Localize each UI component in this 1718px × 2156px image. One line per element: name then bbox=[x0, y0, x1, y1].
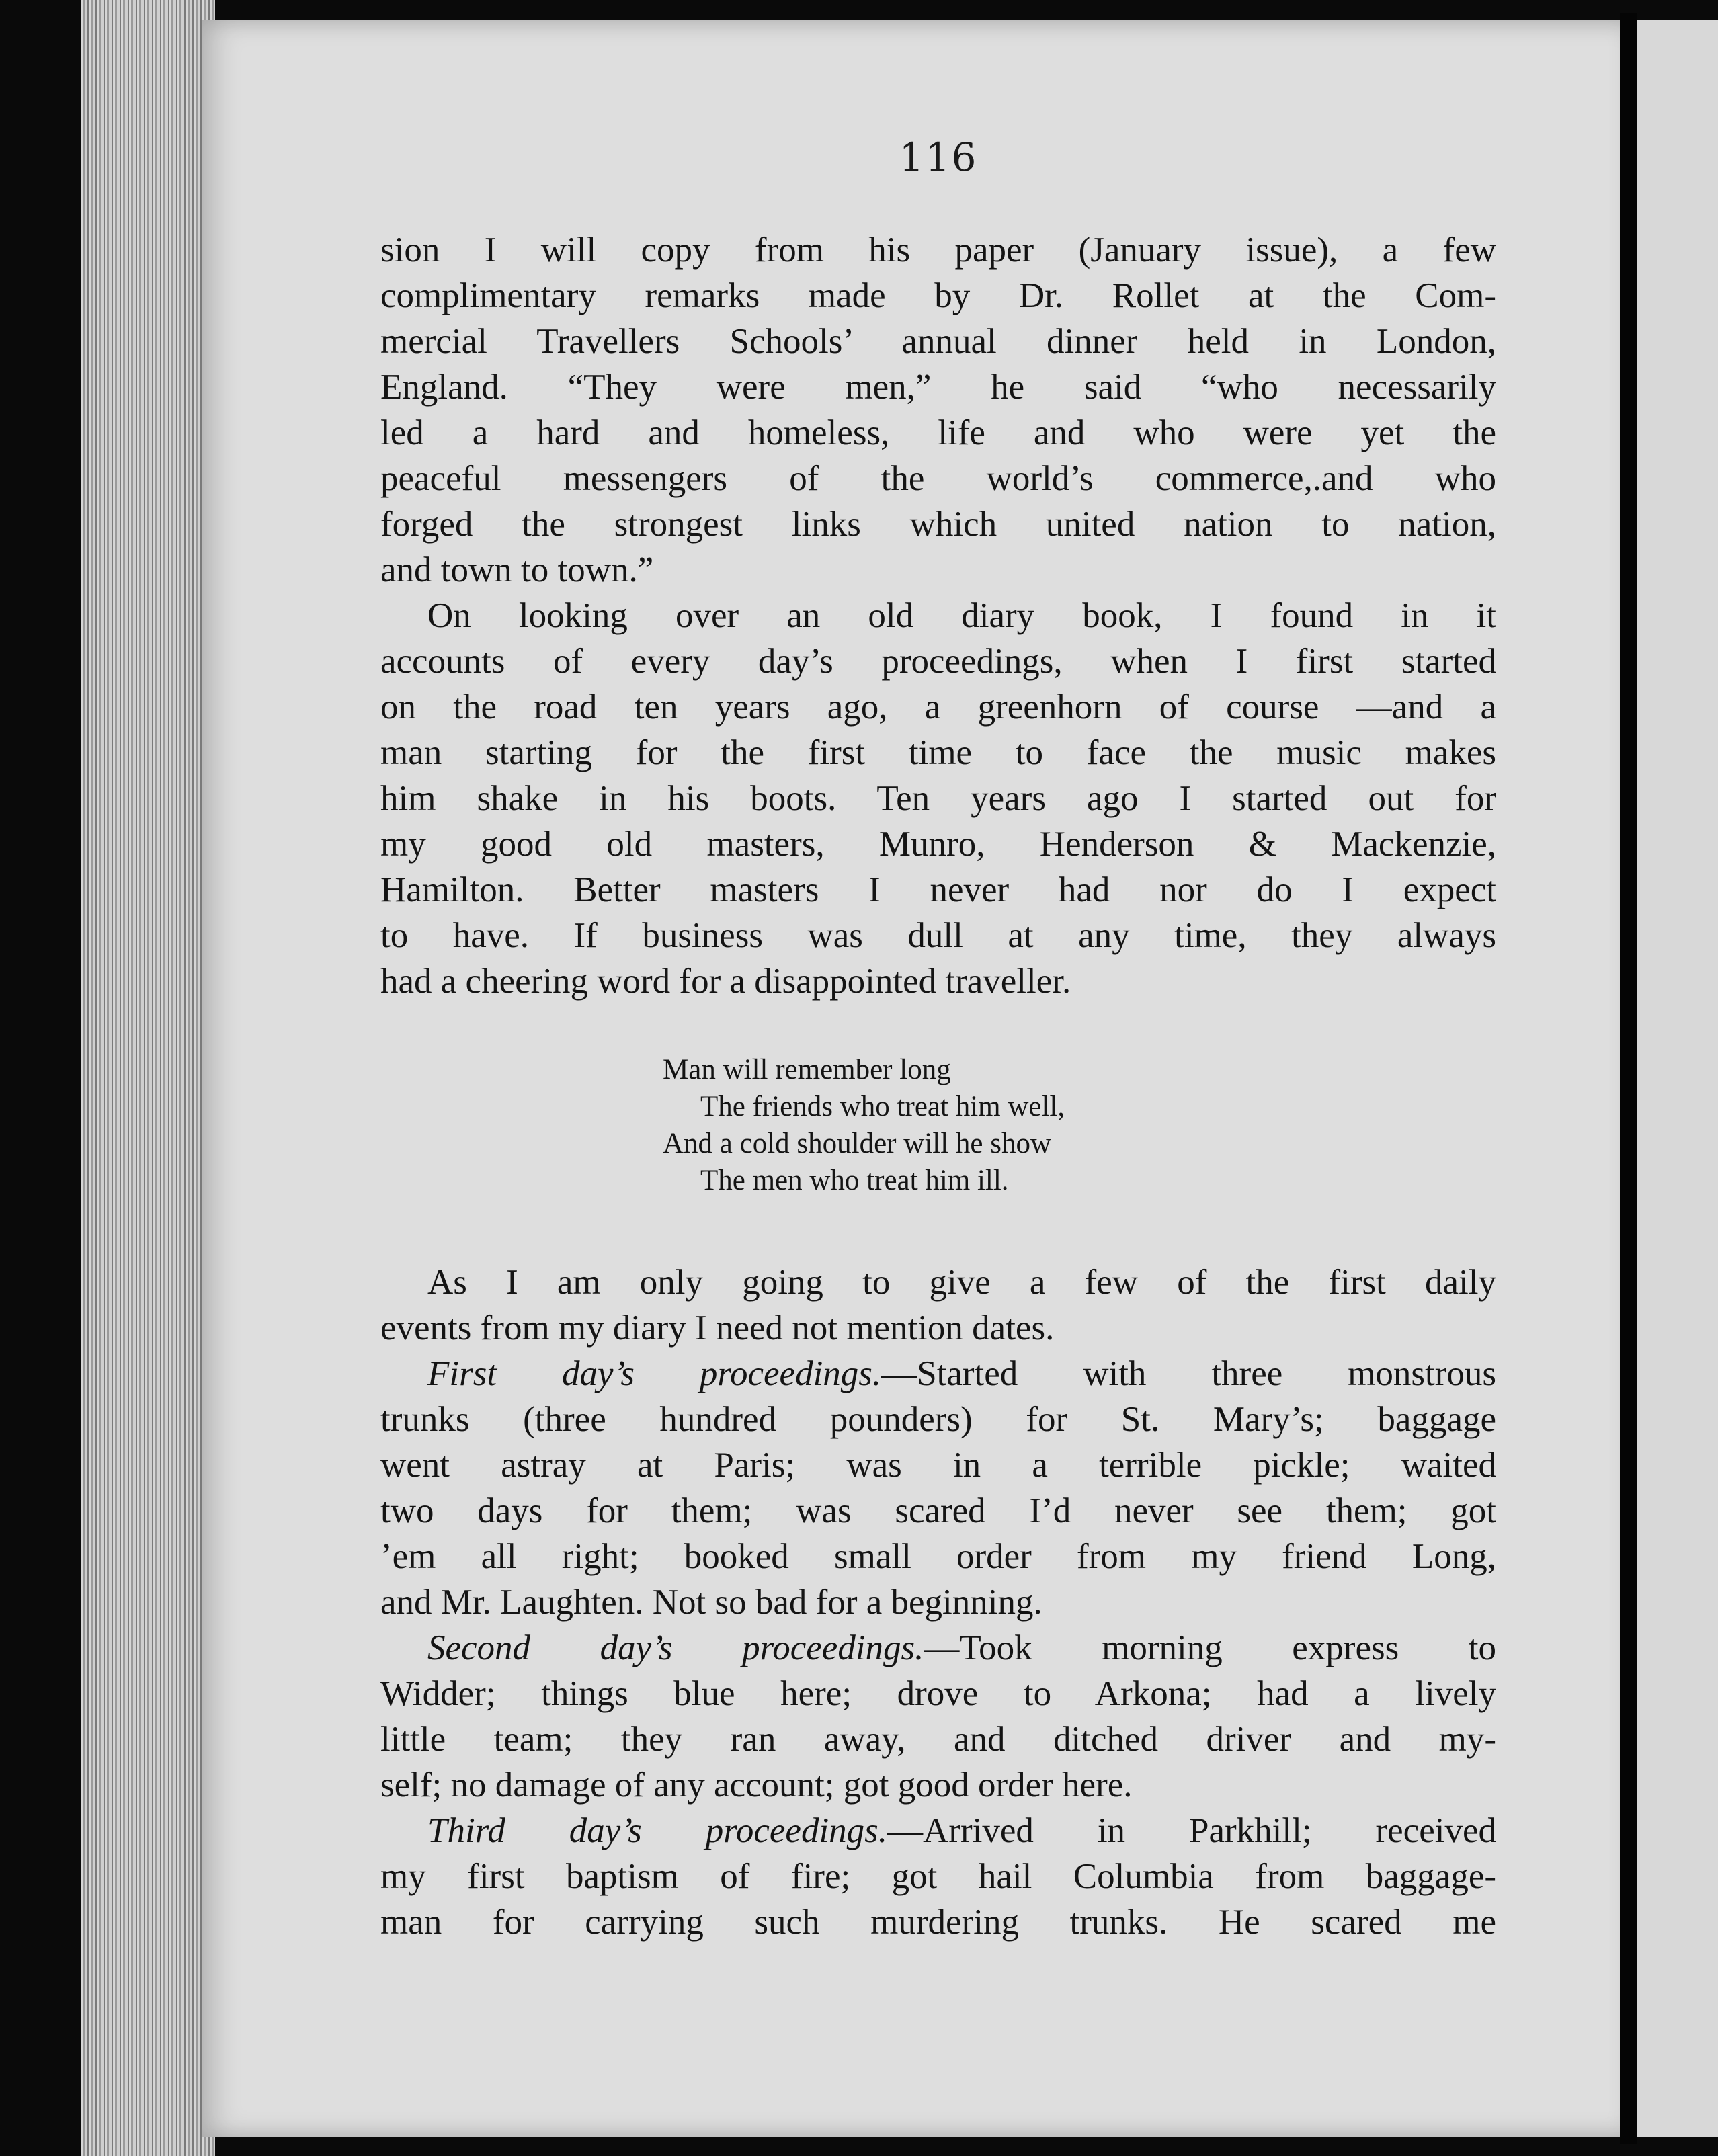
text-line: on the road ten years ago, a greenhorn of course —and a bbox=[380, 688, 1496, 727]
text-line: man starting for the first time to face the music makes bbox=[380, 733, 1496, 772]
text-line: Widder; things blue here; drove to Arkona; had a lively bbox=[380, 1674, 1496, 1713]
day-heading: First day’s proceedings. bbox=[427, 1354, 882, 1393]
text-line: peaceful messengers of the world’s commerce,.and who bbox=[380, 459, 1496, 498]
text-line: Hamilton. Better masters I never had nor do I expect bbox=[380, 870, 1496, 909]
poem-line: And a cold shoulder will he show bbox=[663, 1128, 1052, 1159]
text-line bbox=[380, 1625, 1496, 1671]
diary-day-1 bbox=[380, 1351, 1496, 1625]
text-line: events from my diary I need not mention dates. bbox=[380, 1309, 1055, 1348]
text-line: England. “They were men,” he said “who necessarily bbox=[380, 368, 1496, 407]
day-heading: Second day’s proceedings. bbox=[427, 1628, 924, 1667]
text-line: forged the strongest links which united nation to nation, bbox=[380, 505, 1496, 544]
diary-day-3 bbox=[380, 1808, 1496, 1945]
text-line bbox=[380, 1351, 1496, 1397]
text-line: my good old masters, Munro, Henderson & Mackenzie, bbox=[380, 825, 1496, 864]
text-line bbox=[380, 1808, 1496, 1854]
paragraph-1 bbox=[380, 227, 1496, 593]
text-line: to have. If business was dull at any time, they always bbox=[380, 916, 1496, 955]
text-line: sion I will copy from his paper (January issue), a few bbox=[380, 231, 1496, 270]
text-line: and town to town.” bbox=[380, 550, 654, 589]
poem-block bbox=[663, 1051, 1496, 1199]
text-line: led a hard and homeless, life and who were yet the bbox=[380, 413, 1496, 452]
text-line: and Mr. Laughten. Not so bad for a beginning. bbox=[380, 1583, 1042, 1622]
paragraph-2 bbox=[380, 593, 1496, 1004]
text-line: trunks (three hundred pounders) for St. Mary’s; baggage bbox=[380, 1400, 1496, 1439]
text-line: two days for them; was scared I’d never see them; got bbox=[380, 1491, 1496, 1530]
text-line: ’em all right; booked small order from my friend Long, bbox=[380, 1537, 1496, 1576]
page-number: 116 bbox=[899, 134, 978, 180]
poem-line: The friends who treat him well, bbox=[700, 1091, 1065, 1122]
facing-page-edge bbox=[1637, 20, 1718, 2137]
text-line: On looking over an old diary book, I found in it bbox=[427, 596, 1496, 635]
book-gutter bbox=[1620, 13, 1637, 2144]
text-line: went astray at Paris; was in a terrible pickle; waited bbox=[380, 1446, 1496, 1485]
poem-line: Man will remember long bbox=[663, 1054, 951, 1085]
text-line: man for carrying such murdering trunks. He scared me bbox=[380, 1903, 1496, 1942]
text-line: complimentary remarks made by Dr. Rollet at the Com- bbox=[380, 276, 1496, 315]
day-text: —Arrived in Parkhill; received bbox=[887, 1811, 1496, 1850]
text-line: little team; they ran away, and ditched driver and my- bbox=[380, 1720, 1496, 1759]
poem-line: The men who treat him ill. bbox=[700, 1165, 1009, 1196]
text-line: accounts of every day’s proceedings, when I first started bbox=[380, 642, 1496, 681]
day-text: —Took morning express to bbox=[924, 1628, 1496, 1667]
text-line: mercial Travellers Schools’ annual dinner held in London, bbox=[380, 322, 1496, 361]
text-line: self; no damage of any account; got good order here. bbox=[380, 1766, 1133, 1805]
diary-day-2 bbox=[380, 1625, 1496, 1808]
day-text: —Started with three monstrous bbox=[881, 1354, 1497, 1393]
page-content bbox=[380, 134, 1496, 1945]
text-line: had a cheering word for a disappointed traveller. bbox=[380, 962, 1071, 1001]
day-heading: Third day’s proceedings. bbox=[427, 1811, 888, 1850]
text-line: As I am only going to give a few of the first daily bbox=[427, 1263, 1496, 1302]
book-page-edges bbox=[81, 0, 215, 2156]
text-line: him shake in his boots. Ten years ago I started out for bbox=[380, 779, 1496, 818]
paragraph-3 bbox=[380, 1259, 1496, 1351]
text-line: my first baptism of fire; got hail Columbia from baggage- bbox=[380, 1857, 1496, 1896]
